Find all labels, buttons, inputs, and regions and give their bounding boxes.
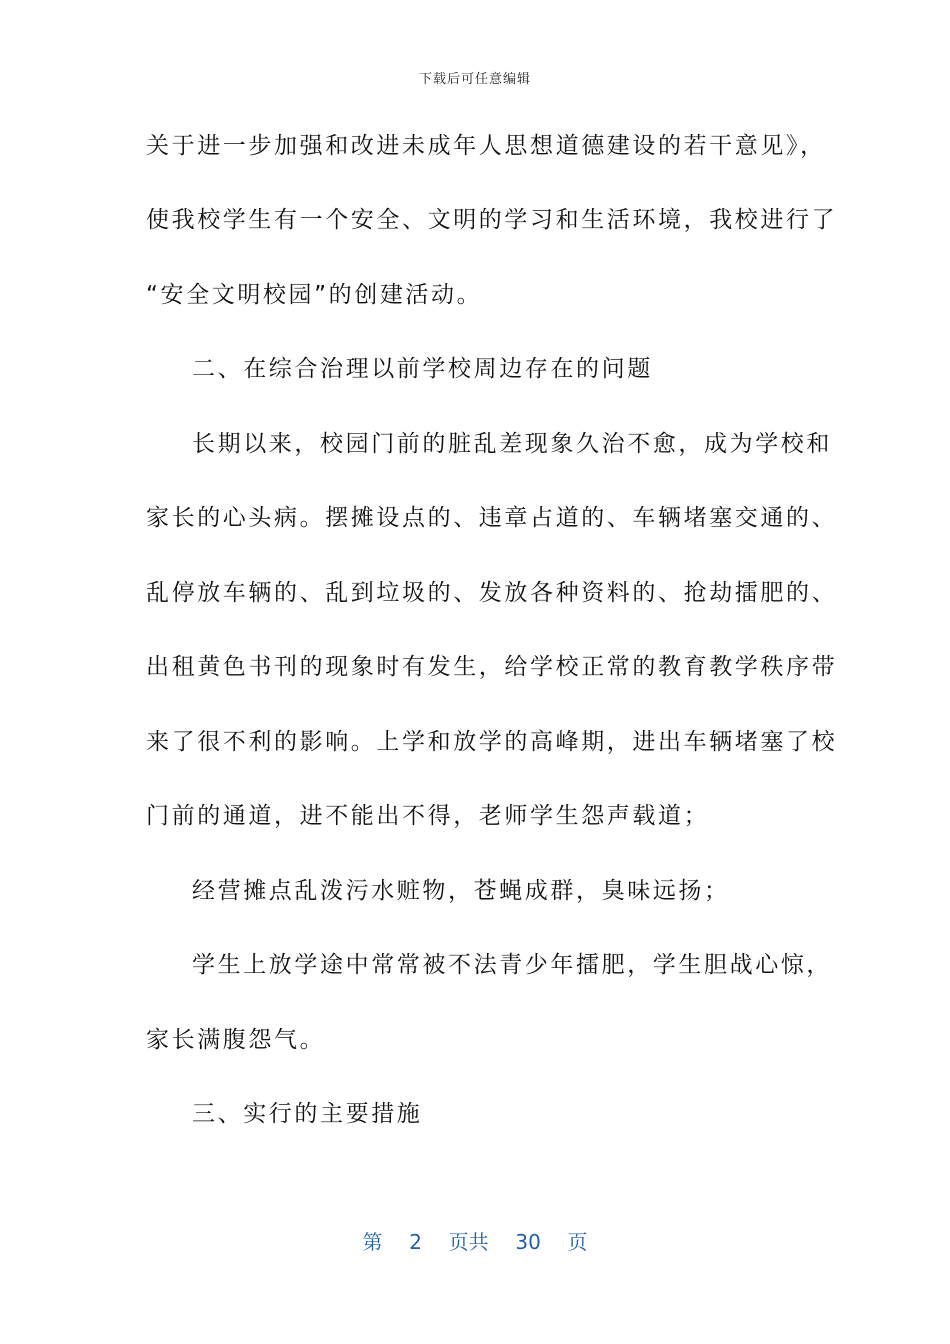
body-line: 来了很不利的影响。上学和放学的高峰期，进出车辆堵塞了校 [146,729,838,755]
section-heading: 三、实行的主要措施 [192,1101,423,1127]
footer-total-pages: 30 [515,1230,541,1254]
page-footer [0,1226,950,1255]
body-line: 门前的通道，进不能出不得，老师学生怨声载道； [146,803,710,829]
body-line: 关于进一步加强和改进未成年人思想道德建设的若干意见》， [146,133,826,159]
footer-prefix: 第 [362,1230,383,1254]
page-header: 下载后可任意编辑 [418,72,531,87]
section-heading: 二、在综合治理以前学校周边存在的问题 [192,356,653,382]
body-line: 家长的心头病。摆摊设点的、违章占道的、车辆堵塞交通的、 [146,505,838,531]
body-line: 学生上放学途中常常被不法青少年擂肥，学生胆战心惊， [192,952,832,978]
body-line: “安全文明校园”的创建活动。 [146,282,483,308]
body-line: 使我校学生有一个安全、文明的学习和生活环境，我校进行了 [146,207,838,233]
body-line: 出租黄色书刊的现象时有发生，给学校正常的教育教学秩序带 [146,654,838,680]
footer-middle: 页共 [448,1230,489,1254]
body-line: 长期以来，校园门前的脏乱差现象久治不愈，成为学校和 [192,431,832,457]
footer-suffix: 页 [567,1230,588,1254]
body-line: 家长满腹怨气。 [146,1027,326,1053]
body-line: 经营摊点乱泼污水赃物，苍蝇成群，臭味远扬； [192,878,730,904]
footer-current-page: 2 [409,1230,422,1254]
body-line: 乱停放车辆的、乱到垃圾的、发放各种资料的、抢劫擂肥的、 [146,580,838,606]
